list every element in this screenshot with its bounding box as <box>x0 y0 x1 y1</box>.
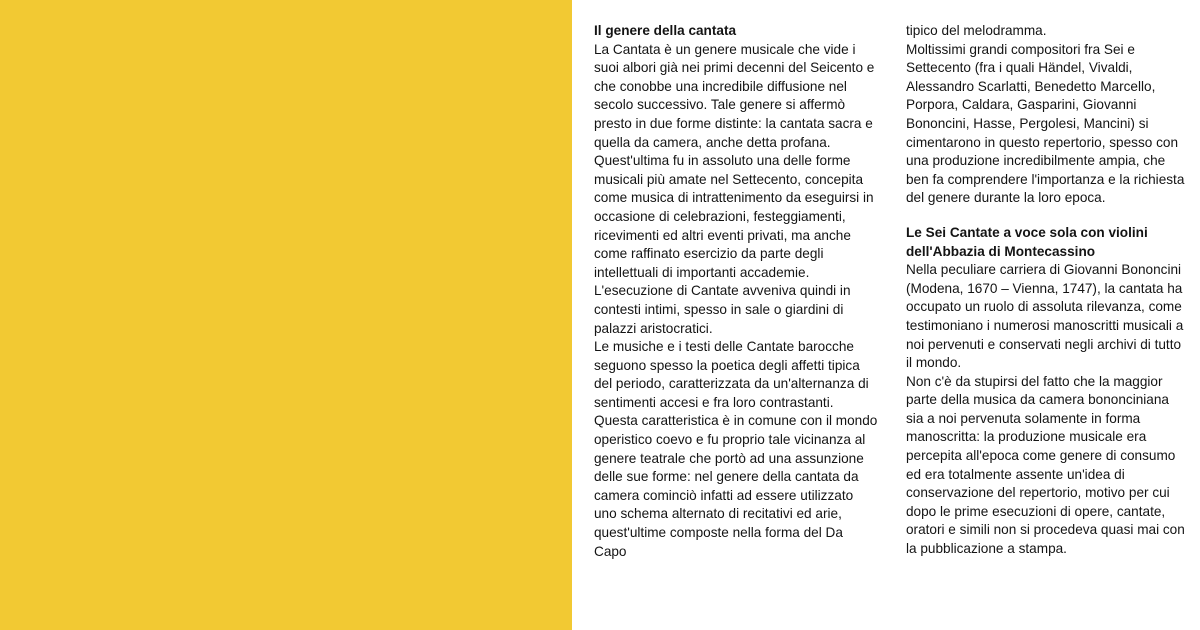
right-column-continuation: tipico del melodramma. <box>906 23 1047 38</box>
left-column-heading: Il genere della cantata <box>594 23 737 38</box>
left-column-paragraph-2: Le musiche e i testi delle Cantate barocche seguono spesso la poetica degli affetti tipica del periodo, caratterizzata da un'alternanza di sentimenti accesi e fra loro contrastanti. Questa caratteristica è in comune con il mondo operistico coevo e fu proprio tale vicinanza al genere teatrale che portò ad una assunzione delle sue forme: nel genere della cantata da camera cominciò infatti ad essere utilizzato uno schema alternato di recitativi ed arie, quest'ultime composte nella forma del Da Capo <box>594 339 878 559</box>
right-column-heading: Le Sei Cantate a voce sola con violini dell'Abbazia di Montecassino <box>906 224 1148 259</box>
cover-panel <box>0 0 572 630</box>
right-column <box>906 22 1190 612</box>
right-column-paragraph-3: Non c'è da stupirsi del fatto che la maggior parte della musica da camera bononciniana sia a noi pervenuta solamente in forma manoscritta: la produzione musicale era percepita all'epoca come genere di consumo ed era totalmente assente un'idea di conservazione del repertorio, motivo per cui dopo le prime esecuzioni di opere, cantate, oratori e simili non si procedeva quasi mai con la pubblicazione a stampa. <box>906 373 1185 557</box>
left-column <box>594 22 878 612</box>
text-content <box>572 0 1200 630</box>
left-column-paragraph-1: La Cantata è un genere musicale che vide i suoi albori già nei primi decenni del Seicento e che conobbe una incredibile diffusione nel secolo successivo. Tale genere si affermò presto in due forme distinte: la cantata sacra e quella da camera, anche detta profana. Quest'ultima fu in assoluto una delle forme musicali più amate nel Settecento, concepita come musica di intrattenimento da eseguirsi in occasione di celebrazioni, festeggiamenti, ricevimenti ed altri eventi privati, ma anche come raffinato esercizio da parte degli intellettuali di importanti accademie. L'esecuzione di Cantate avveniva quindi in contesti intimi, spesso in sale o giardini di palazzi aristocratici. <box>594 41 875 336</box>
right-column-paragraph-2: Nella peculiare carriera di Giovanni Bononcini (Modena, 1670 – Vienna, 1747), la cantata ha occupato un ruolo di assoluta rilevanza, come testimoniano i numerosi manoscritti musicali a noi pervenuti e conservati negli archivi di tutto il mondo. <box>906 262 1184 371</box>
right-column-paragraph-1: Moltissimi grandi compositori fra Sei e Settecento (fra i quali Händel, Vivaldi, Alessandro Scarlatti, Benedetto Marcello, Porpora, Caldara, Gasparini, Giovanni Bononcini, Hasse, Pergolesi, Mancini) si cimentarono in questo repertorio, spesso con una produzione incredibilmente ampia, che ben fa comprendere l'importanza e la richiesta del genere durante la loro epoca. <box>906 41 1185 206</box>
